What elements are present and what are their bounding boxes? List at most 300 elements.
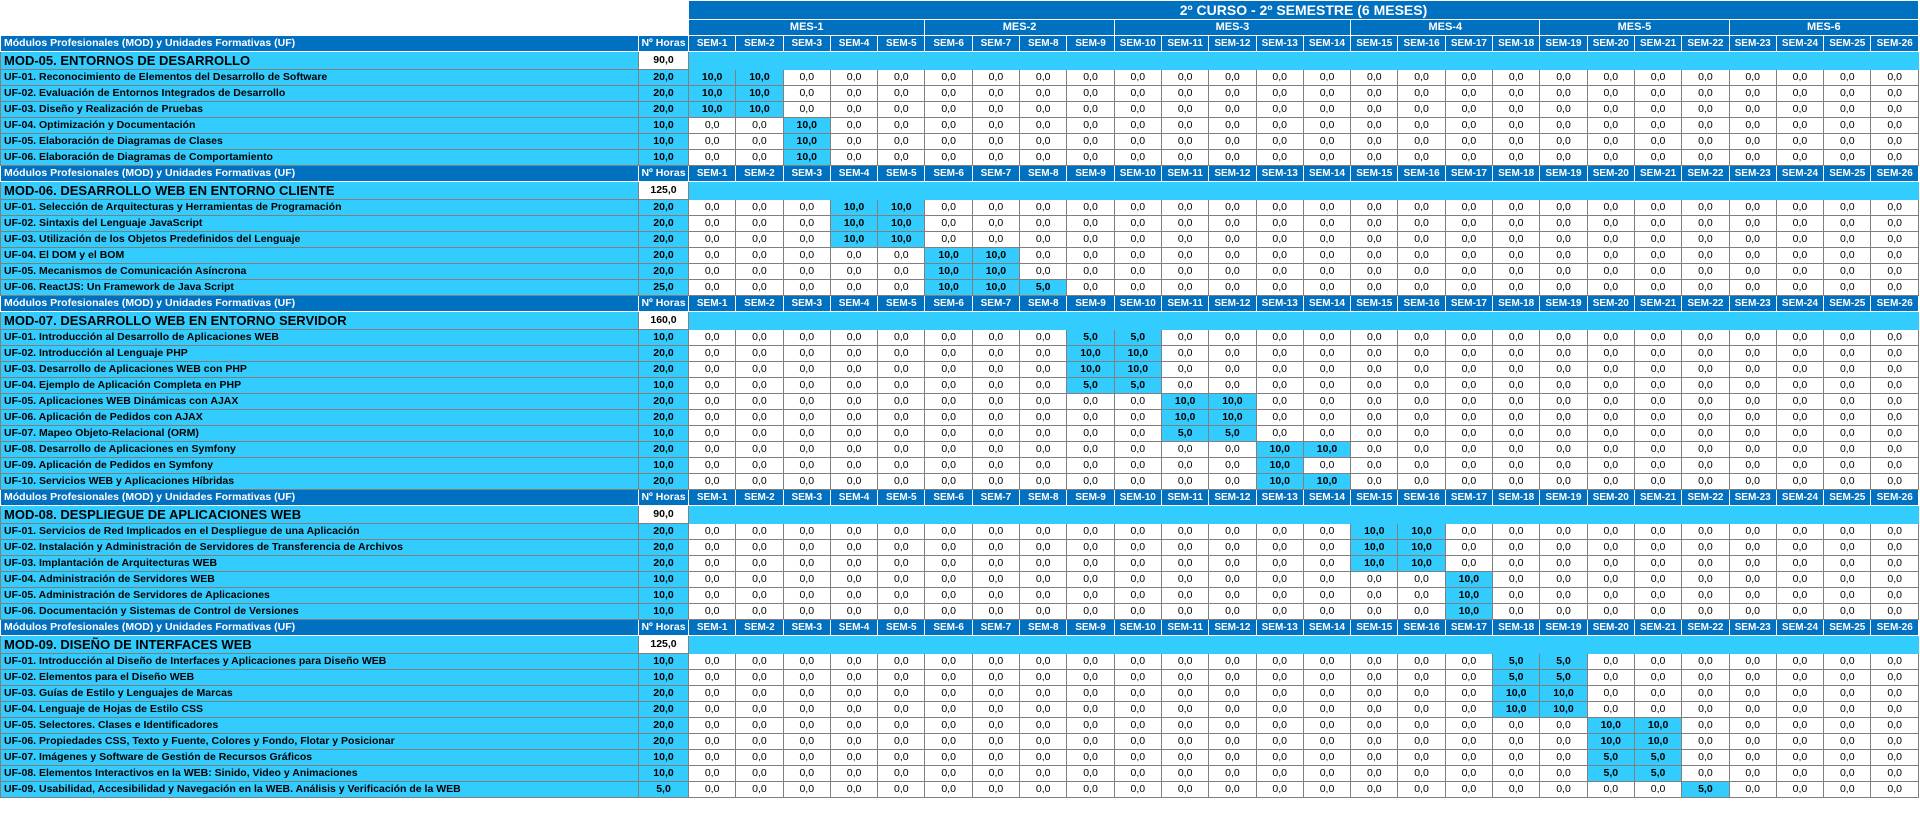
week-hours-cell[interactable]: 0,0: [972, 394, 1019, 410]
week-hours-cell[interactable]: 0,0: [1776, 524, 1823, 540]
week-hours-cell[interactable]: 0,0: [1067, 540, 1114, 556]
week-hours-cell[interactable]: 10,0: [830, 200, 877, 216]
week-hours-cell[interactable]: 0,0: [1020, 70, 1067, 86]
week-hours-cell[interactable]: 0,0: [689, 362, 736, 378]
week-hours-cell[interactable]: 0,0: [1351, 442, 1398, 458]
week-hours-cell[interactable]: 0,0: [1587, 670, 1634, 686]
uf-title[interactable]: UF-03. Desarrollo de Aplicaciones WEB con PHP: [1, 362, 639, 378]
week-hours-cell[interactable]: 0,0: [1161, 378, 1208, 394]
week-hours-cell[interactable]: 0,0: [1634, 426, 1681, 442]
column-header-week[interactable]: SEM-24: [1776, 490, 1823, 506]
week-hours-cell[interactable]: 0,0: [1776, 540, 1823, 556]
week-hours-cell[interactable]: 0,0: [1824, 150, 1871, 166]
week-hours-cell[interactable]: 0,0: [1067, 670, 1114, 686]
column-header-week[interactable]: SEM-23: [1729, 490, 1776, 506]
week-hours-cell[interactable]: 0,0: [878, 346, 925, 362]
column-header-week[interactable]: SEM-9: [1067, 36, 1114, 52]
week-hours-cell[interactable]: 0,0: [1020, 750, 1067, 766]
week-hours-cell[interactable]: 0,0: [1587, 540, 1634, 556]
column-header-hours[interactable]: Nº Horas: [639, 620, 689, 636]
column-header-week[interactable]: SEM-1: [689, 490, 736, 506]
week-hours-cell[interactable]: 0,0: [1871, 410, 1919, 426]
week-hours-cell[interactable]: 0,0: [1682, 200, 1729, 216]
week-hours-cell[interactable]: 0,0: [1776, 216, 1823, 232]
week-hours-cell[interactable]: 0,0: [1587, 426, 1634, 442]
week-hours-cell[interactable]: 0,0: [1729, 782, 1776, 798]
week-hours-cell[interactable]: 0,0: [1161, 70, 1208, 86]
week-hours-cell[interactable]: 0,0: [1634, 686, 1681, 702]
week-hours-cell[interactable]: 0,0: [1351, 588, 1398, 604]
week-hours-cell[interactable]: 0,0: [1682, 232, 1729, 248]
week-hours-cell[interactable]: 0,0: [1824, 410, 1871, 426]
week-hours-cell[interactable]: 0,0: [783, 102, 830, 118]
week-hours-cell[interactable]: 0,0: [1351, 216, 1398, 232]
week-hours-cell[interactable]: 0,0: [1445, 540, 1492, 556]
week-hours-cell[interactable]: 0,0: [1114, 264, 1161, 280]
week-hours-cell[interactable]: 0,0: [972, 442, 1019, 458]
week-hours-cell[interactable]: 0,0: [1634, 378, 1681, 394]
week-hours-cell[interactable]: 0,0: [1445, 232, 1492, 248]
week-hours-cell[interactable]: 0,0: [1256, 782, 1303, 798]
week-hours-cell[interactable]: 0,0: [830, 134, 877, 150]
week-hours-cell[interactable]: 0,0: [830, 654, 877, 670]
week-hours-cell[interactable]: 0,0: [1256, 330, 1303, 346]
module-hours[interactable]: 125,0: [639, 182, 689, 200]
week-hours-cell[interactable]: 0,0: [1493, 524, 1540, 540]
week-hours-cell[interactable]: 0,0: [783, 232, 830, 248]
week-hours-cell[interactable]: 0,0: [830, 670, 877, 686]
week-hours-cell[interactable]: 0,0: [1398, 458, 1445, 474]
week-hours-cell[interactable]: 10,0: [878, 200, 925, 216]
week-hours-cell[interactable]: 0,0: [1209, 604, 1256, 620]
week-hours-cell[interactable]: 0,0: [1351, 134, 1398, 150]
week-hours-cell[interactable]: 10,0: [1161, 394, 1208, 410]
week-hours-cell[interactable]: 0,0: [1067, 232, 1114, 248]
week-hours-cell[interactable]: 0,0: [1824, 556, 1871, 572]
week-hours-cell[interactable]: 0,0: [925, 426, 972, 442]
week-hours-cell[interactable]: 0,0: [1871, 750, 1919, 766]
week-hours-cell[interactable]: 0,0: [1445, 718, 1492, 734]
week-hours-cell[interactable]: 5,0: [1020, 280, 1067, 296]
column-header-week[interactable]: SEM-19: [1540, 296, 1587, 312]
week-hours-cell[interactable]: 0,0: [736, 556, 783, 572]
uf-hours[interactable]: 20,0: [639, 556, 689, 572]
week-hours-cell[interactable]: 0,0: [1871, 588, 1919, 604]
week-hours-cell[interactable]: 0,0: [972, 556, 1019, 572]
week-hours-cell[interactable]: 0,0: [689, 734, 736, 750]
week-hours-cell[interactable]: 10,0: [1445, 572, 1492, 588]
week-hours-cell[interactable]: 10,0: [830, 216, 877, 232]
week-hours-cell[interactable]: 0,0: [1161, 474, 1208, 490]
week-hours-cell[interactable]: 0,0: [1682, 118, 1729, 134]
week-hours-cell[interactable]: 0,0: [1256, 248, 1303, 264]
column-header-week[interactable]: SEM-17: [1445, 620, 1492, 636]
week-hours-cell[interactable]: 0,0: [1587, 654, 1634, 670]
week-hours-cell[interactable]: 0,0: [1540, 474, 1587, 490]
week-hours-cell[interactable]: 0,0: [972, 686, 1019, 702]
week-hours-cell[interactable]: 0,0: [1776, 102, 1823, 118]
week-hours-cell[interactable]: 0,0: [689, 670, 736, 686]
week-hours-cell[interactable]: 0,0: [1209, 280, 1256, 296]
week-hours-cell[interactable]: 0,0: [689, 524, 736, 540]
week-hours-cell[interactable]: 10,0: [689, 70, 736, 86]
week-hours-cell[interactable]: 0,0: [1493, 766, 1540, 782]
week-hours-cell[interactable]: 5,0: [1587, 766, 1634, 782]
week-hours-cell[interactable]: 0,0: [1776, 134, 1823, 150]
week-hours-cell[interactable]: 0,0: [1303, 750, 1350, 766]
week-hours-cell[interactable]: 0,0: [1824, 346, 1871, 362]
week-hours-cell[interactable]: 0,0: [1020, 134, 1067, 150]
column-header-week[interactable]: SEM-21: [1634, 36, 1681, 52]
week-hours-cell[interactable]: 0,0: [878, 734, 925, 750]
week-hours-cell[interactable]: 0,0: [1587, 232, 1634, 248]
week-hours-cell[interactable]: 0,0: [925, 378, 972, 394]
week-hours-cell[interactable]: 0,0: [1020, 102, 1067, 118]
week-hours-cell[interactable]: 10,0: [1209, 410, 1256, 426]
week-hours-cell[interactable]: 0,0: [1634, 216, 1681, 232]
week-hours-cell[interactable]: 0,0: [736, 686, 783, 702]
week-hours-cell[interactable]: 0,0: [1540, 426, 1587, 442]
week-hours-cell[interactable]: 0,0: [1540, 540, 1587, 556]
week-hours-cell[interactable]: 0,0: [878, 134, 925, 150]
week-hours-cell[interactable]: 0,0: [1540, 458, 1587, 474]
week-hours-cell[interactable]: 10,0: [1256, 442, 1303, 458]
week-hours-cell[interactable]: 0,0: [1445, 264, 1492, 280]
week-hours-cell[interactable]: 0,0: [1776, 232, 1823, 248]
week-hours-cell[interactable]: 0,0: [1493, 410, 1540, 426]
week-hours-cell[interactable]: 0,0: [689, 702, 736, 718]
column-header-week[interactable]: SEM-25: [1824, 296, 1871, 312]
week-hours-cell[interactable]: 0,0: [689, 346, 736, 362]
week-hours-cell[interactable]: 0,0: [1351, 410, 1398, 426]
week-hours-cell[interactable]: 0,0: [1067, 734, 1114, 750]
week-hours-cell[interactable]: 5,0: [1634, 766, 1681, 782]
week-hours-cell[interactable]: 0,0: [1303, 556, 1350, 572]
column-header-week[interactable]: SEM-23: [1729, 36, 1776, 52]
week-hours-cell[interactable]: 0,0: [830, 426, 877, 442]
week-hours-cell[interactable]: 0,0: [1445, 200, 1492, 216]
column-header-week[interactable]: SEM-13: [1256, 36, 1303, 52]
week-hours-cell[interactable]: 0,0: [925, 362, 972, 378]
week-hours-cell[interactable]: 0,0: [1020, 686, 1067, 702]
week-hours-cell[interactable]: 0,0: [1871, 670, 1919, 686]
week-hours-cell[interactable]: 0,0: [1398, 362, 1445, 378]
week-hours-cell[interactable]: 0,0: [1398, 248, 1445, 264]
column-header-week[interactable]: SEM-14: [1303, 296, 1350, 312]
week-hours-cell[interactable]: 0,0: [925, 150, 972, 166]
week-hours-cell[interactable]: 0,0: [1114, 588, 1161, 604]
week-hours-cell[interactable]: 0,0: [1020, 200, 1067, 216]
week-hours-cell[interactable]: 0,0: [878, 150, 925, 166]
week-hours-cell[interactable]: 0,0: [1067, 702, 1114, 718]
week-hours-cell[interactable]: 0,0: [1161, 654, 1208, 670]
week-hours-cell[interactable]: 0,0: [1398, 750, 1445, 766]
week-hours-cell[interactable]: 0,0: [1114, 232, 1161, 248]
week-hours-cell[interactable]: 0,0: [1209, 86, 1256, 102]
week-hours-cell[interactable]: 0,0: [1256, 670, 1303, 686]
week-hours-cell[interactable]: 0,0: [1067, 556, 1114, 572]
week-hours-cell[interactable]: 0,0: [1351, 232, 1398, 248]
week-hours-cell[interactable]: 0,0: [1209, 556, 1256, 572]
column-header-week[interactable]: SEM-23: [1729, 620, 1776, 636]
week-hours-cell[interactable]: 0,0: [878, 458, 925, 474]
week-hours-cell[interactable]: 0,0: [1682, 654, 1729, 670]
uf-title[interactable]: UF-01. Selección de Arquitecturas y Herramientas de Programación: [1, 200, 639, 216]
week-hours-cell[interactable]: 0,0: [1493, 588, 1540, 604]
week-hours-cell[interactable]: 0,0: [1209, 782, 1256, 798]
week-hours-cell[interactable]: 5,0: [1114, 378, 1161, 394]
week-hours-cell[interactable]: 0,0: [830, 474, 877, 490]
week-hours-cell[interactable]: 0,0: [830, 150, 877, 166]
column-header-week[interactable]: SEM-25: [1824, 36, 1871, 52]
column-header-hours[interactable]: Nº Horas: [639, 36, 689, 52]
uf-title[interactable]: UF-02. Instalación y Administración de Servidores de Transferencia de Archivos: [1, 540, 639, 556]
uf-hours[interactable]: 10,0: [639, 588, 689, 604]
week-hours-cell[interactable]: 0,0: [972, 572, 1019, 588]
week-hours-cell[interactable]: 0,0: [1303, 378, 1350, 394]
week-hours-cell[interactable]: 0,0: [783, 782, 830, 798]
week-hours-cell[interactable]: 0,0: [689, 686, 736, 702]
week-hours-cell[interactable]: 0,0: [972, 750, 1019, 766]
week-hours-cell[interactable]: 0,0: [1871, 346, 1919, 362]
week-hours-cell[interactable]: 0,0: [830, 346, 877, 362]
week-hours-cell[interactable]: 0,0: [1161, 458, 1208, 474]
week-hours-cell[interactable]: 10,0: [830, 232, 877, 248]
week-hours-cell[interactable]: 0,0: [1493, 426, 1540, 442]
week-hours-cell[interactable]: 0,0: [878, 474, 925, 490]
uf-title[interactable]: UF-01. Introducción al Desarrollo de Aplicaciones WEB: [1, 330, 639, 346]
week-hours-cell[interactable]: 0,0: [972, 134, 1019, 150]
week-hours-cell[interactable]: 5,0: [1634, 750, 1681, 766]
week-hours-cell[interactable]: 0,0: [1209, 670, 1256, 686]
week-hours-cell[interactable]: 0,0: [830, 410, 877, 426]
week-hours-cell[interactable]: 0,0: [1824, 216, 1871, 232]
week-hours-cell[interactable]: 0,0: [830, 86, 877, 102]
column-header-week[interactable]: SEM-9: [1067, 490, 1114, 506]
column-header-week[interactable]: SEM-16: [1398, 36, 1445, 52]
column-header-week[interactable]: SEM-12: [1209, 620, 1256, 636]
week-hours-cell[interactable]: 0,0: [1540, 750, 1587, 766]
week-hours-cell[interactable]: 0,0: [1824, 118, 1871, 134]
week-hours-cell[interactable]: 0,0: [1067, 782, 1114, 798]
week-hours-cell[interactable]: 10,0: [1398, 556, 1445, 572]
week-hours-cell[interactable]: 0,0: [925, 394, 972, 410]
week-hours-cell[interactable]: 0,0: [1493, 346, 1540, 362]
week-hours-cell[interactable]: 10,0: [878, 232, 925, 248]
week-hours-cell[interactable]: 0,0: [1020, 702, 1067, 718]
week-hours-cell[interactable]: 0,0: [1776, 248, 1823, 264]
week-hours-cell[interactable]: 0,0: [830, 766, 877, 782]
week-hours-cell[interactable]: 0,0: [1776, 378, 1823, 394]
week-hours-cell[interactable]: 0,0: [1587, 216, 1634, 232]
week-hours-cell[interactable]: 0,0: [1634, 280, 1681, 296]
week-hours-cell[interactable]: 0,0: [1398, 150, 1445, 166]
week-hours-cell[interactable]: 10,0: [1256, 458, 1303, 474]
week-hours-cell[interactable]: 0,0: [1114, 474, 1161, 490]
week-hours-cell[interactable]: 0,0: [1351, 70, 1398, 86]
week-hours-cell[interactable]: 0,0: [1824, 524, 1871, 540]
module-title[interactable]: MOD-05. ENTORNOS DE DESARROLLO: [1, 52, 639, 70]
week-hours-cell[interactable]: 0,0: [972, 734, 1019, 750]
week-hours-cell[interactable]: 0,0: [689, 654, 736, 670]
uf-hours[interactable]: 20,0: [639, 70, 689, 86]
column-header-week[interactable]: SEM-22: [1682, 490, 1729, 506]
week-hours-cell[interactable]: 0,0: [1020, 442, 1067, 458]
week-hours-cell[interactable]: 0,0: [1114, 70, 1161, 86]
month-header[interactable]: MES-4: [1351, 20, 1540, 36]
week-hours-cell[interactable]: 0,0: [878, 102, 925, 118]
week-hours-cell[interactable]: 0,0: [972, 232, 1019, 248]
column-header-week[interactable]: SEM-4: [830, 490, 877, 506]
column-header-week[interactable]: SEM-24: [1776, 36, 1823, 52]
week-hours-cell[interactable]: 0,0: [736, 782, 783, 798]
week-hours-cell[interactable]: 0,0: [1209, 474, 1256, 490]
week-hours-cell[interactable]: 10,0: [1067, 346, 1114, 362]
uf-hours[interactable]: 20,0: [639, 734, 689, 750]
week-hours-cell[interactable]: 0,0: [1587, 102, 1634, 118]
week-hours-cell[interactable]: 0,0: [1209, 378, 1256, 394]
week-hours-cell[interactable]: 0,0: [1067, 134, 1114, 150]
week-hours-cell[interactable]: 0,0: [1682, 750, 1729, 766]
week-hours-cell[interactable]: 0,0: [1493, 330, 1540, 346]
week-hours-cell[interactable]: 0,0: [1871, 330, 1919, 346]
week-hours-cell[interactable]: 10,0: [1398, 524, 1445, 540]
week-hours-cell[interactable]: 0,0: [1067, 718, 1114, 734]
week-hours-cell[interactable]: 0,0: [1729, 556, 1776, 572]
week-hours-cell[interactable]: 0,0: [1634, 150, 1681, 166]
week-hours-cell[interactable]: 0,0: [689, 232, 736, 248]
uf-hours[interactable]: 20,0: [639, 718, 689, 734]
uf-title[interactable]: UF-05. Mecanismos de Comunicación Asíncrona: [1, 264, 639, 280]
week-hours-cell[interactable]: 0,0: [972, 216, 1019, 232]
week-hours-cell[interactable]: 0,0: [830, 280, 877, 296]
week-hours-cell[interactable]: 0,0: [783, 734, 830, 750]
week-hours-cell[interactable]: 0,0: [1256, 70, 1303, 86]
week-hours-cell[interactable]: 0,0: [1398, 670, 1445, 686]
week-hours-cell[interactable]: 0,0: [1587, 280, 1634, 296]
week-hours-cell[interactable]: 0,0: [1209, 346, 1256, 362]
week-hours-cell[interactable]: 0,0: [1067, 524, 1114, 540]
week-hours-cell[interactable]: 0,0: [1493, 394, 1540, 410]
week-hours-cell[interactable]: 0,0: [1634, 118, 1681, 134]
week-hours-cell[interactable]: 0,0: [1256, 86, 1303, 102]
week-hours-cell[interactable]: 0,0: [689, 134, 736, 150]
column-header-week[interactable]: SEM-12: [1209, 166, 1256, 182]
week-hours-cell[interactable]: 0,0: [1682, 394, 1729, 410]
column-header-week[interactable]: SEM-26: [1871, 620, 1919, 636]
week-hours-cell[interactable]: 0,0: [1398, 200, 1445, 216]
week-hours-cell[interactable]: 0,0: [1682, 264, 1729, 280]
week-hours-cell[interactable]: 0,0: [1161, 280, 1208, 296]
week-hours-cell[interactable]: 0,0: [1445, 394, 1492, 410]
week-hours-cell[interactable]: 0,0: [1634, 540, 1681, 556]
week-hours-cell[interactable]: 0,0: [925, 654, 972, 670]
week-hours-cell[interactable]: 0,0: [1682, 150, 1729, 166]
week-hours-cell[interactable]: 0,0: [925, 474, 972, 490]
week-hours-cell[interactable]: 0,0: [1776, 442, 1823, 458]
column-header-week[interactable]: SEM-13: [1256, 620, 1303, 636]
week-hours-cell[interactable]: 0,0: [1209, 572, 1256, 588]
column-header-week[interactable]: SEM-22: [1682, 166, 1729, 182]
uf-title[interactable]: UF-07. Mapeo Objeto-Relacional (ORM): [1, 426, 639, 442]
week-hours-cell[interactable]: 0,0: [1587, 362, 1634, 378]
week-hours-cell[interactable]: 0,0: [1587, 134, 1634, 150]
week-hours-cell[interactable]: 0,0: [1540, 718, 1587, 734]
uf-hours[interactable]: 25,0: [639, 280, 689, 296]
week-hours-cell[interactable]: 0,0: [1729, 426, 1776, 442]
column-header-week[interactable]: SEM-20: [1587, 490, 1634, 506]
week-hours-cell[interactable]: 0,0: [1587, 556, 1634, 572]
week-hours-cell[interactable]: 0,0: [1351, 654, 1398, 670]
week-hours-cell[interactable]: 0,0: [1540, 378, 1587, 394]
week-hours-cell[interactable]: 0,0: [1351, 702, 1398, 718]
week-hours-cell[interactable]: 0,0: [783, 702, 830, 718]
week-hours-cell[interactable]: 0,0: [1540, 150, 1587, 166]
week-hours-cell[interactable]: 0,0: [830, 264, 877, 280]
week-hours-cell[interactable]: 0,0: [1161, 330, 1208, 346]
column-header-week[interactable]: SEM-6: [925, 620, 972, 636]
uf-hours[interactable]: 5,0: [639, 782, 689, 798]
week-hours-cell[interactable]: 0,0: [1776, 654, 1823, 670]
week-hours-cell[interactable]: 0,0: [1351, 346, 1398, 362]
week-hours-cell[interactable]: 0,0: [1540, 782, 1587, 798]
week-hours-cell[interactable]: 0,0: [1682, 216, 1729, 232]
week-hours-cell[interactable]: 0,0: [1682, 474, 1729, 490]
week-hours-cell[interactable]: 0,0: [1445, 216, 1492, 232]
week-hours-cell[interactable]: 0,0: [972, 86, 1019, 102]
week-hours-cell[interactable]: 0,0: [1020, 216, 1067, 232]
column-header-week[interactable]: SEM-19: [1540, 620, 1587, 636]
column-header-week[interactable]: SEM-26: [1871, 36, 1919, 52]
week-hours-cell[interactable]: 0,0: [1634, 604, 1681, 620]
week-hours-cell[interactable]: 0,0: [830, 750, 877, 766]
week-hours-cell[interactable]: 0,0: [1303, 264, 1350, 280]
week-hours-cell[interactable]: 0,0: [1351, 118, 1398, 134]
week-hours-cell[interactable]: 0,0: [1303, 426, 1350, 442]
week-hours-cell[interactable]: 0,0: [689, 280, 736, 296]
week-hours-cell[interactable]: 0,0: [878, 782, 925, 798]
week-hours-cell[interactable]: 0,0: [1020, 362, 1067, 378]
week-hours-cell[interactable]: 0,0: [1398, 572, 1445, 588]
week-hours-cell[interactable]: 0,0: [1256, 750, 1303, 766]
week-hours-cell[interactable]: 0,0: [1871, 734, 1919, 750]
week-hours-cell[interactable]: 0,0: [1303, 782, 1350, 798]
week-hours-cell[interactable]: 0,0: [1587, 604, 1634, 620]
column-header-week[interactable]: SEM-13: [1256, 166, 1303, 182]
week-hours-cell[interactable]: 0,0: [1351, 150, 1398, 166]
column-header-week[interactable]: SEM-20: [1587, 620, 1634, 636]
week-hours-cell[interactable]: 0,0: [1256, 718, 1303, 734]
week-hours-cell[interactable]: 0,0: [1634, 702, 1681, 718]
week-hours-cell[interactable]: 0,0: [925, 134, 972, 150]
week-hours-cell[interactable]: 0,0: [1445, 280, 1492, 296]
week-hours-cell[interactable]: 0,0: [1067, 394, 1114, 410]
week-hours-cell[interactable]: 5,0: [1587, 750, 1634, 766]
week-hours-cell[interactable]: 0,0: [1493, 556, 1540, 572]
week-hours-cell[interactable]: 0,0: [1398, 102, 1445, 118]
week-hours-cell[interactable]: 5,0: [1114, 330, 1161, 346]
week-hours-cell[interactable]: 0,0: [1729, 394, 1776, 410]
week-hours-cell[interactable]: 0,0: [1067, 686, 1114, 702]
week-hours-cell[interactable]: 0,0: [1871, 150, 1919, 166]
week-hours-cell[interactable]: 0,0: [1303, 86, 1350, 102]
week-hours-cell[interactable]: 0,0: [1587, 588, 1634, 604]
week-hours-cell[interactable]: 0,0: [1445, 330, 1492, 346]
column-header-week[interactable]: SEM-8: [1020, 166, 1067, 182]
week-hours-cell[interactable]: 0,0: [1540, 346, 1587, 362]
week-hours-cell[interactable]: 0,0: [1398, 734, 1445, 750]
week-hours-cell[interactable]: 0,0: [1634, 556, 1681, 572]
